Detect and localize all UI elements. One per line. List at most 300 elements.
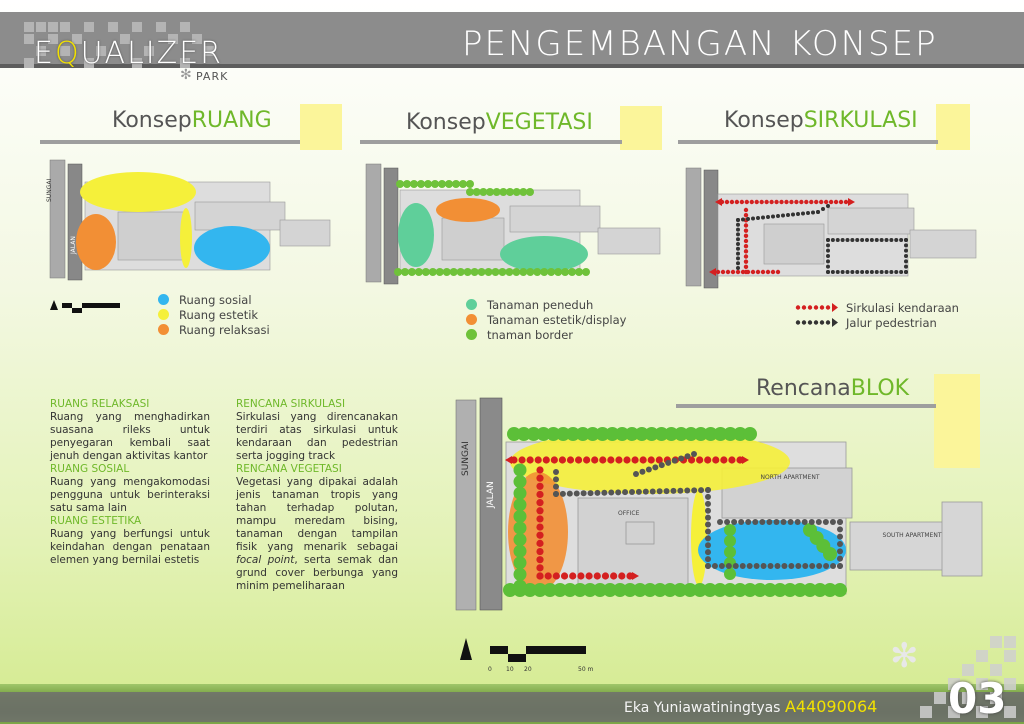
pedestrian-path [736,256,740,260]
vehicle-path [536,466,543,473]
vehicle-path [527,456,534,463]
border-plant [443,268,451,276]
border-plant [424,180,432,188]
pedestrian-path [795,563,801,569]
pedestrian-path [816,519,822,525]
logo-tile [60,22,70,32]
pedestrian-path [788,519,794,525]
pedestrian-path [855,270,859,274]
border-tree [724,535,736,547]
title-accent [620,106,662,150]
vehicle-path [829,200,833,204]
pedestrian-path [705,563,711,569]
title-part: Konsep [406,110,486,135]
pedestrian-path [773,519,779,525]
pedestrian-path [771,215,775,219]
label-jalan: JALAN [486,481,496,508]
border-plant [459,180,467,188]
border-plant [408,268,416,276]
legend-item [158,292,270,307]
vehicle-path [745,200,749,204]
border-plant [394,268,402,276]
vehicle-path [535,456,542,463]
vehicle-path [575,456,582,463]
pedestrian-path [672,458,678,464]
border-plant [554,268,562,276]
scale-0: 0 [488,666,492,673]
vehicle-path [834,200,838,204]
border-plant [561,268,569,276]
heading-estetika: RUANG ESTETIKA [50,515,142,527]
vehicle-path [518,456,525,463]
pedestrian-path [736,242,740,246]
border-plant [410,180,418,188]
text-vegetasi [236,476,398,593]
pedestrian-path [705,494,711,500]
vehicle-path [756,270,760,274]
legend-item [158,322,270,337]
author [624,697,877,716]
logo [34,36,223,71]
title-accent [936,104,970,150]
pedestrian-path [574,490,580,496]
pedestrian-path [643,489,649,495]
pedestrian-path [646,467,652,473]
vehicle-path [839,200,843,204]
pedestrian-path [791,213,795,217]
pedestrian-path [629,489,635,495]
vehicle-path [640,456,647,463]
legend-label: Ruang sosial [179,292,252,307]
text-ruang [50,398,210,567]
border-plant [403,180,411,188]
label-north-apartment: NORTH APARTMENT [760,474,820,481]
pedestrian-path [581,490,587,496]
title-highlight: SIRKULASI [803,108,918,133]
legend-arrow-icon [794,302,838,313]
pedestrian-path [677,488,683,494]
pedestrian-path [796,212,800,216]
legend-label: Ruang estetik [179,307,259,322]
vehicle-path [602,572,609,579]
pedestrian-path [665,460,671,466]
page-number: 03 [948,674,1007,723]
pedestrian-path [766,519,772,525]
pedestrian-path [567,491,573,497]
vehicle-path [771,270,775,274]
vehicle-path [750,200,754,204]
legend-item [466,297,626,312]
border-tree [514,498,527,511]
vehicle-path [819,200,823,204]
pedestrian-path [904,249,908,253]
pedestrian-path [846,270,850,274]
legend-arrow-icon [794,317,838,328]
vehicle-path [769,200,773,204]
border-tree [724,524,736,536]
pedestrian-path [691,451,697,457]
legend-label: Ruang relaksasi [179,322,270,337]
pedestrian-path [802,519,808,525]
border-tree [514,510,527,523]
vehicle-path [610,572,617,579]
vehicle-path [545,572,552,579]
border-tree [833,583,847,597]
pedestrian-path [885,270,889,274]
heading-vegetasi: RENCANA VEGETASI [236,463,342,475]
border-plant [471,268,479,276]
label-sungai: SUNGAI [46,178,53,202]
pedestrian-path [759,519,765,525]
vehicle-path [607,456,614,463]
vehicle-path [794,200,798,204]
logo-sub: PARK [196,70,229,83]
border-plant [498,268,506,276]
pedestrian-path [816,563,822,569]
pedestrian-path [705,501,711,507]
pedestrian-path [826,243,830,247]
pedestrian-path [740,563,746,569]
scale-20: 20 [524,666,532,673]
pedestrian-path [698,487,704,493]
vehicle-path [569,572,576,579]
border-tree [724,546,736,558]
vehicle-path [623,456,630,463]
pedestrian-path [553,491,559,497]
border-tree [724,568,736,580]
vehicle-path [755,200,759,204]
vehicle-path [728,456,735,463]
pedestrian-path [806,211,810,215]
title-highlight: VEGETASI [485,110,593,135]
pedestrian-path [781,214,785,218]
logo-tile [24,22,34,32]
text-estetika: Ruang yang berfungsi untuk keindahan dengan penataan elemen yang bernilai estetis [50,528,210,566]
border-plant [445,180,453,188]
pedestrian-path [823,519,829,525]
pedestrian-path [816,210,820,214]
logo-tile [48,22,58,32]
pedestrian-path [826,270,830,274]
vehicle-path [764,200,768,204]
vehicle-path [736,270,740,274]
vehicle-path [631,456,638,463]
legend-item [466,327,626,342]
pedestrian-path [705,542,711,548]
pedestrian-path [894,238,898,242]
vehicle-path [789,200,793,204]
vehicle-path [536,491,543,498]
logo-tile [132,22,142,32]
border-plant [540,268,548,276]
vehicle-path [599,456,606,463]
vehicle-path [784,200,788,204]
pedestrian-path [875,238,879,242]
flower-icon: ✻ [180,67,192,83]
vehicle-path [536,523,543,530]
pedestrian-path [639,469,645,475]
vehicle-path [744,213,748,217]
border-plant [415,268,423,276]
vehicle-path [759,200,763,204]
pedestrian-path [904,259,908,263]
pedestrian-path [685,453,691,459]
pedestrian-path [788,563,794,569]
vehicle-path [716,270,720,274]
vehicle-path [740,200,744,204]
pedestrian-path [781,519,787,525]
vehicle-path [744,223,748,227]
vehicle-path [774,200,778,204]
section-underline [360,140,622,144]
legend-label: Tanaman peneduh [487,297,594,312]
pedestrian-path [889,270,893,274]
vehicle-path [744,254,748,258]
vehicle-path [720,456,727,463]
border-tree [823,547,837,561]
vehicle-path [536,532,543,539]
pedestrian-path [781,563,787,569]
pedestrian-path [841,270,845,274]
legend-swatch [466,314,477,325]
border-tree [514,545,527,558]
pedestrian-path [657,488,663,494]
label-jalan: JALAN [70,236,77,254]
pedestrian-path [894,270,898,274]
border-tree [743,427,757,441]
border-plant [505,268,513,276]
border-plant [431,180,439,188]
pedestrian-path [736,232,740,236]
logo-tile [24,58,34,68]
vehicle-path [536,483,543,490]
border-plant [438,180,446,188]
pedestrian-path [880,270,884,274]
pedestrian-path [811,211,815,215]
pedestrian-path [904,238,908,242]
vehicle-path [536,572,543,579]
border-plant [466,180,474,188]
legend-swatch [466,329,477,340]
border-plant [512,268,520,276]
label-sungai: SUNGAI [461,441,471,476]
vehicle-path [536,475,543,482]
vehicle-path [744,239,748,243]
pedestrian-path [821,207,825,211]
pedestrian-path [705,487,711,493]
vehicle-path [744,234,748,238]
pedestrian-path [855,238,859,242]
pedestrian-path [801,212,805,216]
border-plant [526,268,534,276]
pedestrian-path [705,522,711,528]
title-highlight: RUANG [191,108,272,133]
vehicle-path [536,515,543,522]
heading-sirkulasi: RENCANA SIRKULASI [236,398,346,410]
section-underline [678,140,938,144]
page-title: PENGEMBANGAN KONSEP [462,24,938,64]
pedestrian-path [736,266,740,270]
pedestrian-path [809,563,815,569]
pedestrian-path [826,259,830,263]
vehicle-path [536,507,543,514]
vehicle-path [744,259,748,263]
vehicle-path [744,244,748,248]
pedestrian-path [659,462,665,468]
logo-tile [36,22,46,32]
legend-label: Jalur pedestrian [846,315,937,330]
pedestrian-path [622,489,628,495]
label-south-apartment: SOUTH APARTMENT [882,532,942,539]
vehicle-path [744,265,748,269]
pedestrian-path [736,237,740,241]
vehicle-path [730,200,734,204]
border-plant [457,268,465,276]
border-plant [450,268,458,276]
vehicle-path [744,249,748,253]
text-sosial: Ruang yang mengakomodasi pengguna untuk berinteraksi satu sama lain [50,476,210,514]
pedestrian-path [601,490,607,496]
vehicle-path [536,564,543,571]
pedestrian-path [712,563,718,569]
title-part: Konsep [112,108,192,133]
border-plant [478,268,486,276]
vehicle-path [536,499,543,506]
vehicle-path [577,572,584,579]
border-plant [582,268,590,276]
pedestrian-path [736,228,740,232]
corner-tile [1004,650,1016,662]
legend-item [158,307,270,322]
text-vegetasi-b: , serta semak dan grund cover berbunga yang minim pemeliharaan [236,554,398,592]
legend-swatch [158,309,169,320]
border-plant [436,268,444,276]
logo-tile [108,22,118,32]
border-tree [514,487,527,500]
vehicle-path [735,200,739,204]
border-plant [401,268,409,276]
logo-suffix: UALIZER [80,36,223,71]
label-office: OFFICE [618,510,640,517]
pedestrian-path [633,471,639,477]
section-title-sirkulasi [724,108,918,133]
pedestrian-path [705,508,711,514]
pedestrian-path [766,215,770,219]
flower-icon: ✻ [890,636,919,676]
pedestrian-path [841,238,845,242]
text-relaksasi: Ruang yang menghadirkan suasana rileks untuk penyegaran kembali saat jenuh dengan aktivitas kantor [50,411,210,462]
pedestrian-path [904,270,908,274]
vehicle-path [766,270,770,274]
vehicle-path [712,456,719,463]
pedestrian-path [768,563,774,569]
pedestrian-path [904,254,908,258]
pedestrian-path [830,519,836,525]
border-plant [422,268,430,276]
text-vegetasi-a: Vegetasi yang dipakai adalah jenis tanaman tropis yang tahan terhadap polutan, mampu meredam bising, tanaman dengan tampilan fisik yang menarik sebagai [236,476,398,553]
vehicle-path [553,572,560,579]
border-plant [519,268,527,276]
pedestrian-path [831,238,835,242]
pedestrian-path [837,563,843,569]
corner-tile [990,636,1002,648]
vehicle-path [824,200,828,204]
vehicle-path [561,572,568,579]
pedestrian-path [837,556,843,562]
pedestrian-path [850,238,854,242]
vehicle-path [559,456,566,463]
pedestrian-path [850,270,854,274]
pedestrian-path [809,519,815,525]
pedestrian-path [899,238,903,242]
border-tree [514,475,527,488]
scale-50: 50 m [578,666,594,673]
pedestrian-path [752,519,758,525]
legend-vegetasi [466,297,626,342]
pedestrian-path [754,563,760,569]
section-underline [40,140,300,144]
pedestrian-path [751,217,755,221]
vehicle-path [799,200,803,204]
pedestrian-path [736,261,740,265]
pedestrian-path [736,223,740,227]
section-title-ruang [112,108,272,133]
vehicle-path [536,548,543,555]
pedestrian-path [870,238,874,242]
vehicle-path [804,200,808,204]
vehicle-path [536,556,543,563]
pedestrian-path [904,265,908,269]
legend-swatch [158,324,169,335]
vehicle-path [744,270,748,274]
pedestrian-path [636,489,642,495]
pedestrian-path [875,270,879,274]
corner-tile [1004,636,1016,648]
border-plant [533,268,541,276]
vehicle-path [536,540,543,547]
pedestrian-path [588,490,594,496]
pedestrian-path [837,526,843,532]
pedestrian-path [733,563,739,569]
legend-label: Tanaman estetik/display [487,312,627,327]
pedestrian-path [684,488,690,494]
pedestrian-path [786,213,790,217]
logo-prefix: E [34,36,55,71]
pedestrian-path [553,484,559,490]
vehicle-path [721,270,725,274]
border-plant [491,268,499,276]
pedestrian-path [826,254,830,258]
pedestrian-path [726,563,732,569]
legend-swatch [158,294,169,305]
vehicle-path [618,572,625,579]
legend-sirkulasi [794,300,959,330]
text-rencana [236,398,398,593]
pedestrian-path [837,548,843,554]
vehicle-path [725,200,729,204]
pedestrian-path [756,216,760,220]
pedestrian-path [731,519,737,525]
vehicle-path [704,456,711,463]
pedestrian-path [717,519,723,525]
border-tree [514,556,527,569]
pedestrian-path [650,488,656,494]
pedestrian-path [830,563,836,569]
title-part: Rencana [756,376,851,401]
corner-tile [920,706,932,718]
pedestrian-path [652,464,658,470]
pedestrian-path [836,270,840,274]
